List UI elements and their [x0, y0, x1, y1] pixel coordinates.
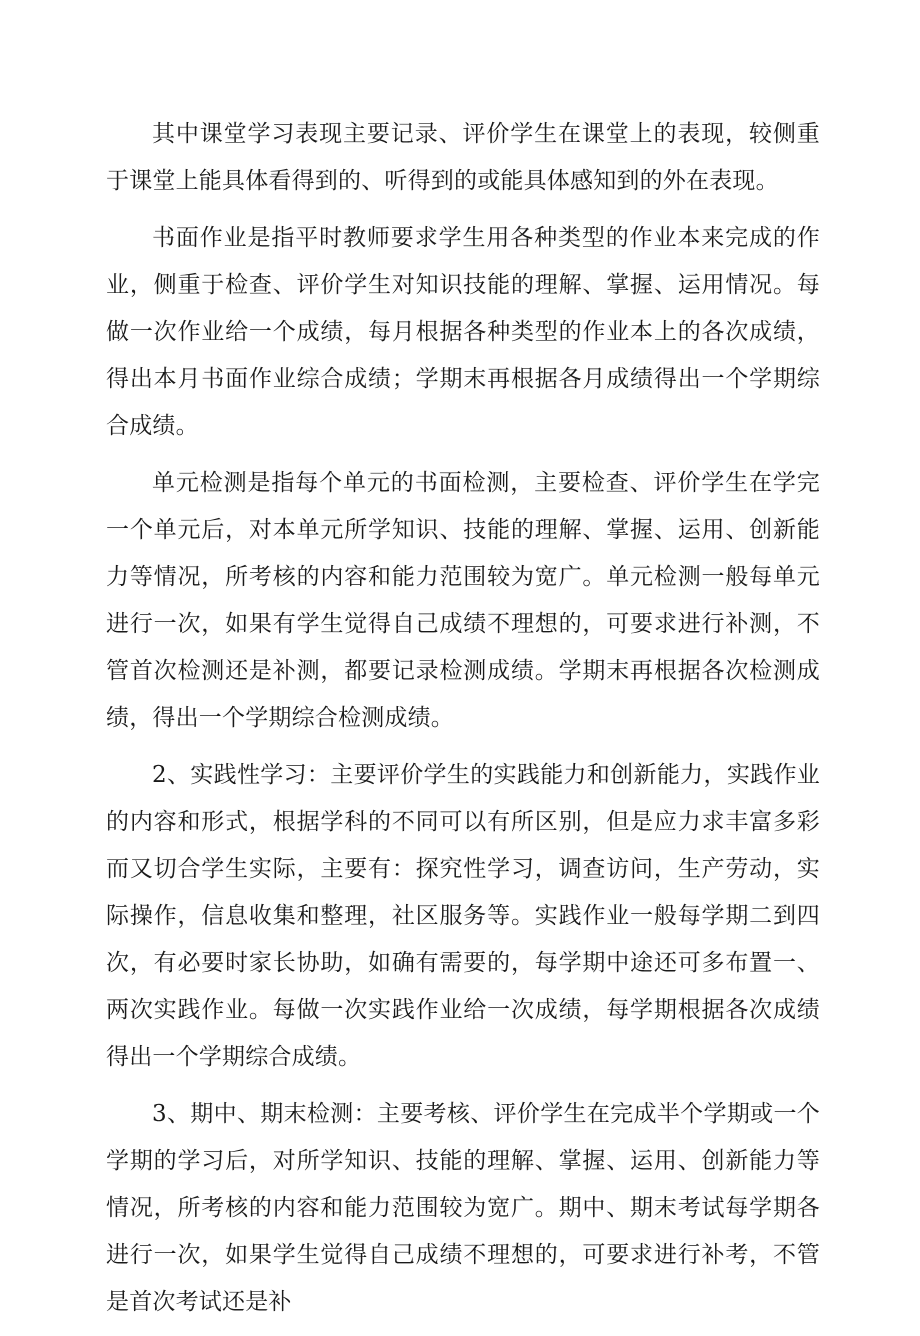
paragraph-written-homework: 书面作业是指平时教师要求学生用各种类型的作业本来完成的作业，侧重于检查、评价学生对知识技能的理解、掌握、运用情况。每做一次作业给一个成绩，每月根据各种类型的作业本上的各次成绩，得出本月书面作业综合成绩；学期末再根据各月成绩得出一个学期综合成绩。: [106, 225, 820, 439]
document-body: [106, 111, 820, 1336]
paragraph-midterm-final-exam: 3、期中、期末检测：主要考核、评价学生在完成半个学期或一个学期的学习后，对所学知识、技能的理解、掌握、运用、创新能力等情况，所考核的内容和能力范围较为宽广。期中、期末考试每学期各进行一次，如果学生觉得自己成绩不理想的，可要求进行补考，不管是首次考试还是补: [106, 1101, 820, 1315]
paragraph-unit-test: 单元检测是指每个单元的书面检测，主要检查、评价学生在学完一个单元后，对本单元所学知识、技能的理解、掌握、运用、创新能力等情况，所考核的内容和能力范围较为宽广。单元检测一般每单元进行一次，如果有学生觉得自己成绩不理想的，可要求进行补测，不管首次检测还是补测，都要记录检测成绩。学期末再根据各次检测成绩，得出一个学期综合检测成绩。: [106, 470, 820, 731]
paragraph-classroom-performance: 其中课堂学习表现主要记录、评价学生在课堂上的表现，较侧重于课堂上能具体看得到的、听得到的或能具体感知到的外在表现。: [106, 121, 820, 194]
paragraph-practical-learning: 2、实践性学习：主要评价学生的实践能力和创新能力，实践作业的内容和形式，根据学科的不同可以有所区别，但是应力求丰富多彩而又切合学生实际，主要有：探究性学习，调查访问，生产劳动，实际操作，信息收集和整理，社区服务等。实践作业一般每学期二到四次，有必要时家长协助，如确有需要的，每学期中途还可多布置一、两次实践作业。每做一次实践作业给一次成绩，每学期根据各次成绩得出一个学期综合成绩。: [106, 762, 820, 1070]
